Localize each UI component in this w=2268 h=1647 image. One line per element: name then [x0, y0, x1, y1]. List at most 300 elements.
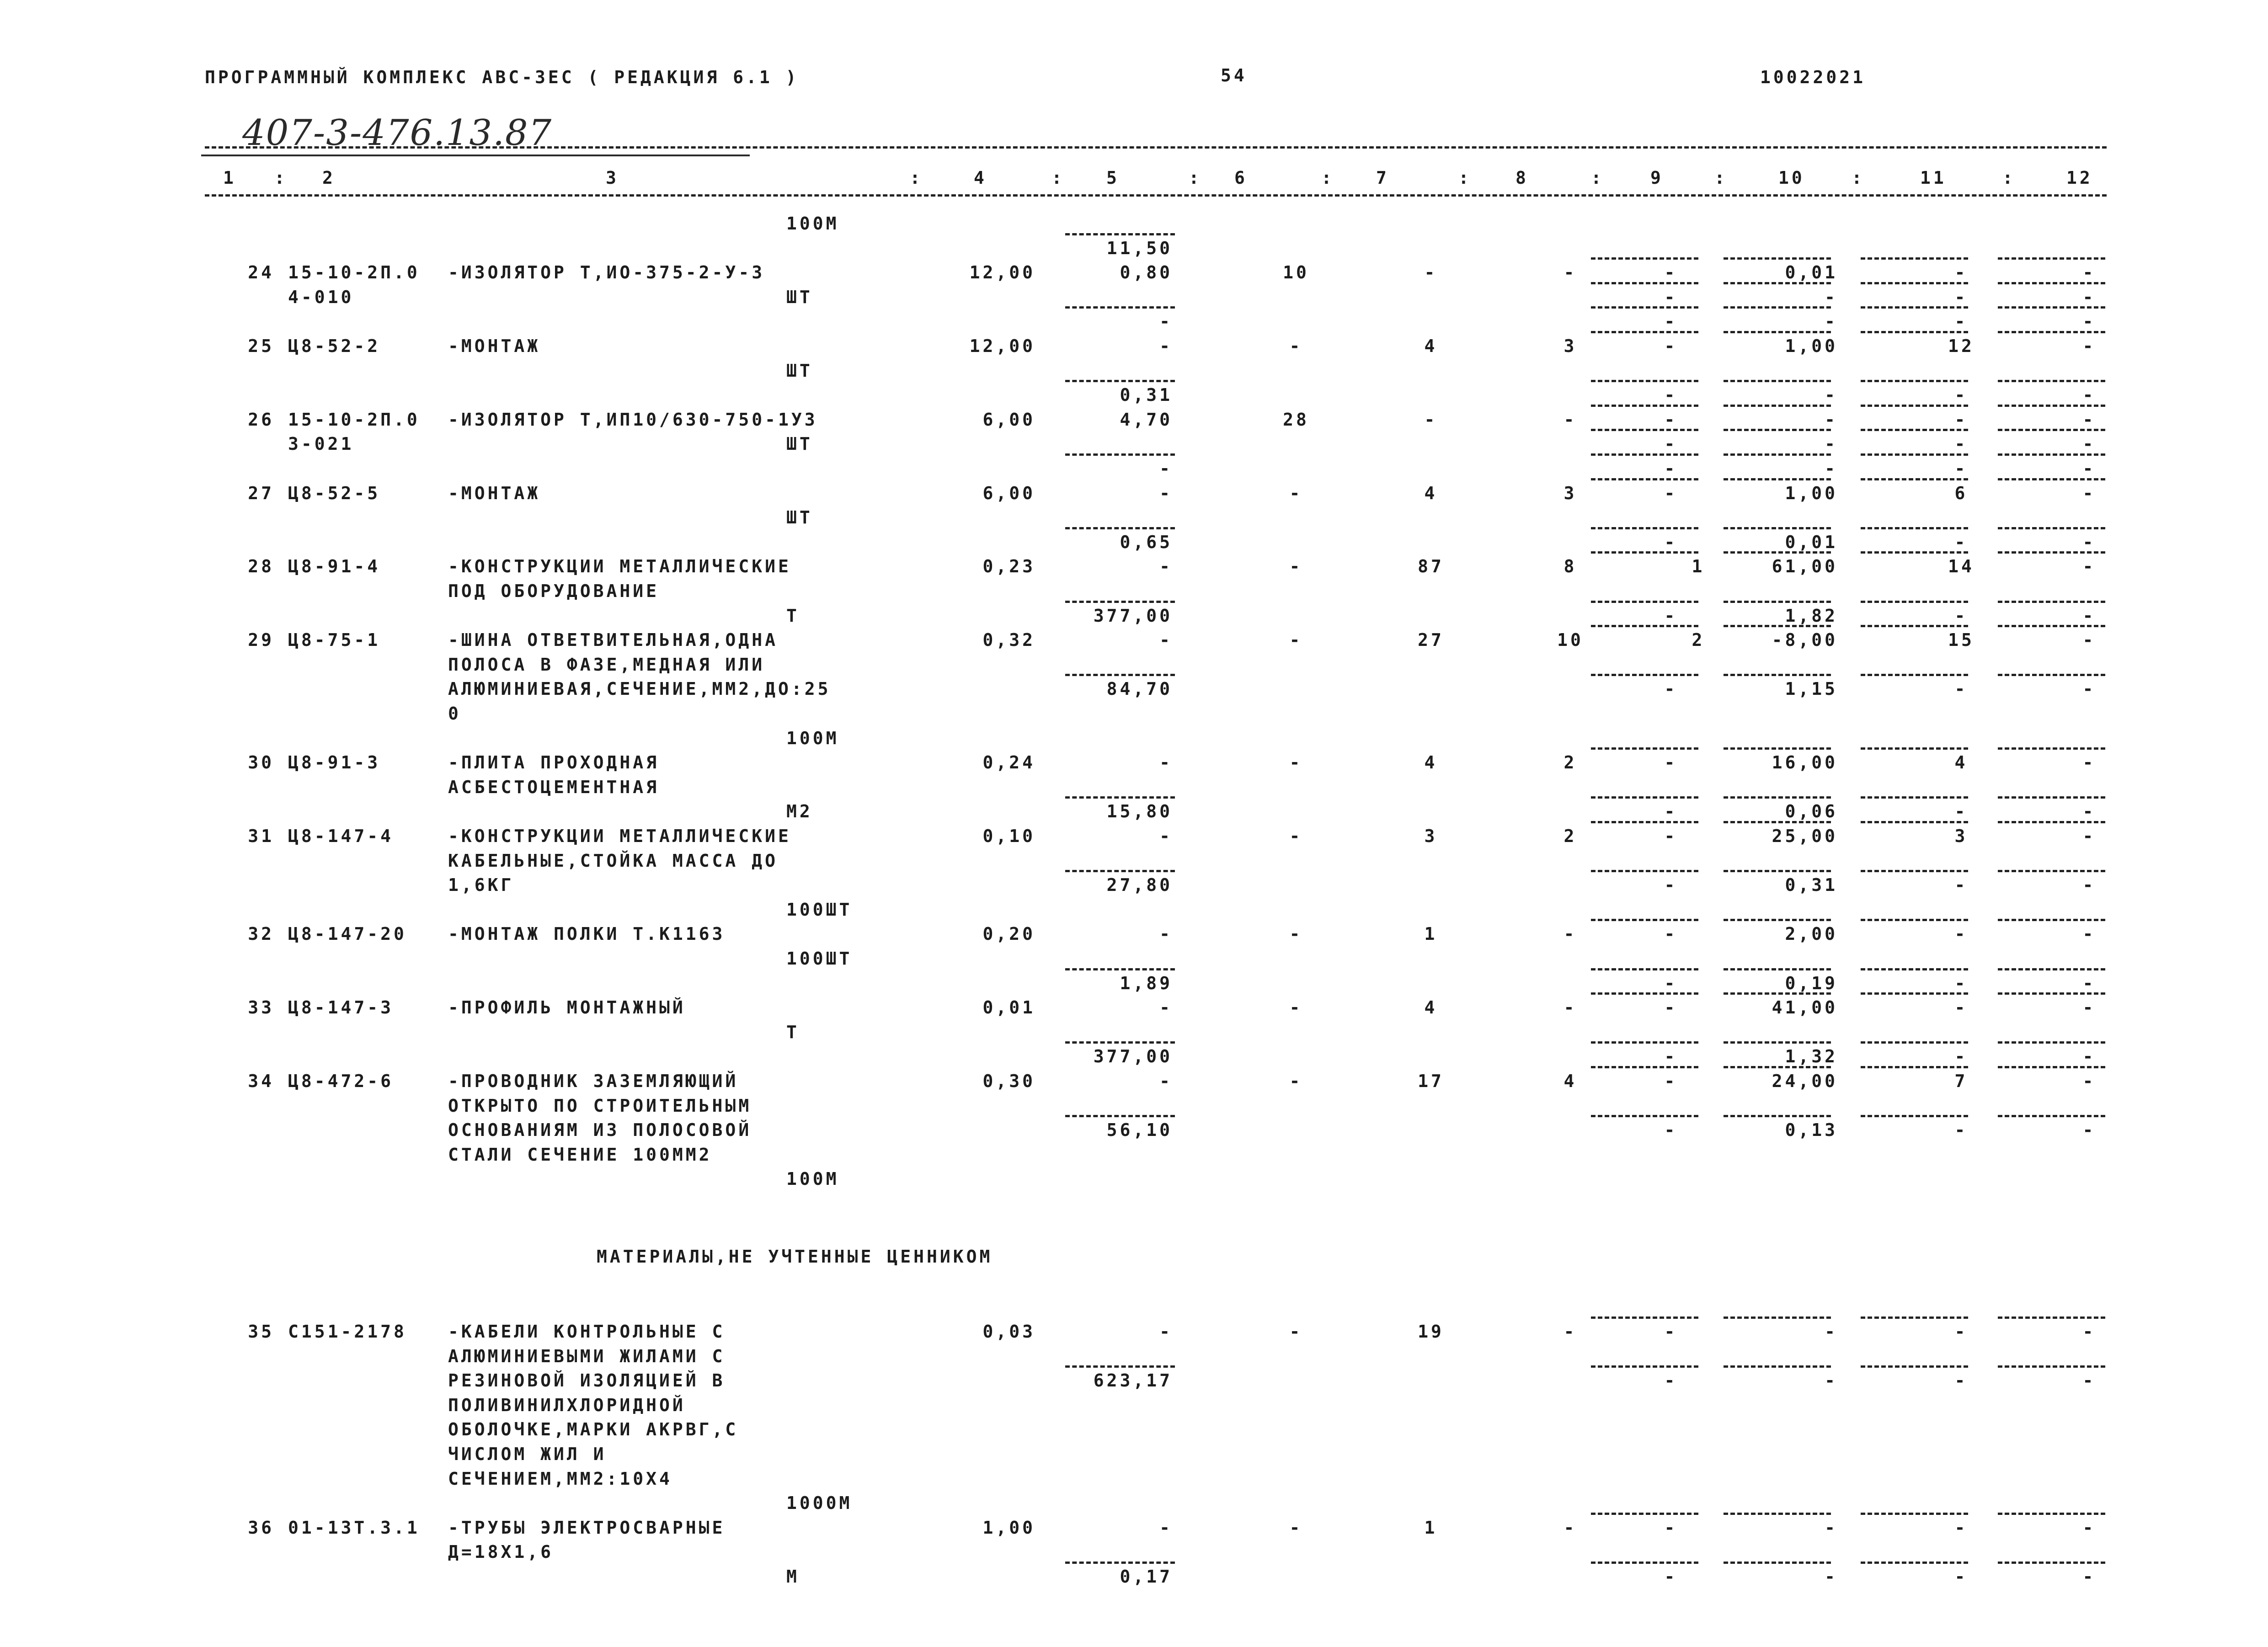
cell-separator	[1861, 429, 1968, 431]
cell-separator	[1591, 1513, 1698, 1515]
rate-code: Ц8-147-20	[288, 924, 407, 944]
col11: -	[1954, 458, 1968, 479]
handwritten-underline	[201, 155, 750, 156]
col11: -	[1954, 1370, 1968, 1391]
column-separator: :	[2002, 168, 2016, 188]
col11: -	[1954, 287, 1968, 307]
rate-code: С151-2178	[288, 1322, 407, 1342]
col9-value: -	[1664, 311, 1678, 332]
cell-separator	[1861, 1562, 1968, 1564]
rate-code: 15-10-2П.0	[288, 262, 420, 283]
col12: -	[2082, 630, 2096, 650]
col10: 2,00	[1785, 924, 1838, 944]
cell-separator	[1861, 1041, 1968, 1044]
work-name: 1,6КГ	[448, 875, 514, 895]
cell-separator	[1591, 625, 1698, 627]
col12: -	[2082, 385, 2096, 405]
col9-value: -	[1664, 385, 1678, 405]
rate-code: Ц8-91-3	[288, 752, 381, 773]
quantity: 12,00	[969, 262, 1035, 283]
quantity: 6,00	[982, 409, 1035, 430]
col12: -	[2082, 801, 2096, 822]
col10: -	[1825, 458, 1838, 479]
quantity: 12,00	[969, 336, 1035, 356]
col5: -	[1159, 826, 1173, 846]
cell-separator	[1724, 601, 1831, 603]
col7: 3	[1424, 826, 1438, 846]
cell-separator	[1724, 429, 1831, 431]
col9-value: -	[1664, 826, 1678, 846]
cell-separator	[1065, 870, 1175, 872]
unit: 1000М	[786, 1493, 853, 1514]
col8: 3	[1564, 483, 1577, 503]
work-name: ОТКРЫТО ПО СТРОИТЕЛЬНЫМ	[448, 1095, 752, 1116]
col12: -	[2082, 826, 2096, 846]
cell-separator	[1861, 257, 1968, 260]
column-header-5: 5	[1106, 168, 1120, 188]
work-name: -МОНТАЖ ПОЛКИ Т.К1163	[448, 924, 726, 944]
handwritten-project-number: 407-3-476.13.87	[242, 112, 553, 154]
col8: 2	[1564, 752, 1577, 773]
quantity: 0,03	[982, 1322, 1035, 1342]
col11: -	[1954, 262, 1968, 283]
cell-separator	[1861, 821, 1968, 823]
col12: -	[2082, 924, 2096, 944]
quantity: 0,20	[982, 924, 1035, 944]
cell-separator	[1998, 527, 2105, 529]
cell-separator	[1724, 1115, 1831, 1117]
col10: 61,00	[1772, 556, 1838, 577]
cell-separator	[1724, 1562, 1831, 1564]
col8: 2	[1564, 826, 1577, 846]
cell-separator	[1591, 1562, 1698, 1564]
work-name: КАБЕЛЬНЫЕ,СТОЙКА МАССА ДО	[448, 850, 778, 871]
col9-value: -	[1664, 262, 1678, 283]
cell-separator	[1998, 919, 2105, 921]
cell-separator	[1861, 453, 1968, 456]
col6: -	[1289, 630, 1303, 650]
col10: -	[1825, 311, 1838, 332]
quantity: 0,30	[982, 1071, 1035, 1091]
col11: -	[1954, 997, 1968, 1018]
cell-separator	[1998, 1317, 2105, 1319]
cell-separator	[1591, 429, 1698, 431]
col7: 87	[1418, 556, 1444, 577]
col6: 10	[1283, 262, 1309, 283]
col10: -	[1825, 409, 1838, 430]
col5: 0,17	[1120, 1567, 1173, 1587]
col5: -	[1159, 458, 1173, 479]
cell-separator	[1724, 1513, 1831, 1515]
work-name: -ПРОФИЛЬ МОНТАЖНЫЙ	[448, 997, 686, 1018]
work-name: 0	[448, 704, 461, 724]
cell-separator	[1861, 478, 1968, 480]
col12: -	[2082, 1322, 2096, 1342]
col12: -	[2082, 875, 2096, 895]
col11: -	[1954, 434, 1968, 454]
column-separator: :	[1591, 168, 1604, 188]
col8: 8	[1564, 556, 1577, 577]
item-number: 32	[248, 924, 274, 944]
cell-separator	[1065, 453, 1175, 456]
cell-separator	[1065, 380, 1175, 382]
column-separator: :	[910, 168, 923, 188]
col6: -	[1289, 1071, 1303, 1091]
rate-code: Ц8-472-6	[288, 1071, 394, 1091]
col12: -	[2082, 434, 2096, 454]
quantity: 0,32	[982, 630, 1035, 650]
col5: 377,00	[1093, 605, 1173, 626]
col12: -	[2082, 752, 2096, 773]
quantity: 0,10	[982, 826, 1035, 846]
col10: 1,00	[1785, 336, 1838, 356]
col5: -	[1159, 1322, 1173, 1342]
cell-separator	[1724, 453, 1831, 456]
col12: -	[2082, 532, 2096, 552]
rate-code: 4-010	[288, 287, 354, 307]
col7: 4	[1424, 483, 1438, 503]
cell-separator	[1591, 919, 1698, 921]
col10: 1,82	[1785, 605, 1838, 626]
rate-code: 01-13Т.3.1	[288, 1517, 420, 1538]
col10: 0,31	[1785, 875, 1838, 895]
rate-code: Ц8-52-5	[288, 483, 381, 503]
cell-separator	[1065, 674, 1175, 676]
col5: -	[1159, 483, 1173, 503]
cell-separator	[1591, 1041, 1698, 1044]
cell-separator	[1998, 968, 2105, 970]
col5: -	[1159, 311, 1173, 332]
cell-separator	[1065, 1562, 1175, 1564]
cell-separator	[1724, 527, 1831, 529]
quantity: 6,00	[982, 483, 1035, 503]
col12: -	[2082, 997, 2096, 1018]
cell-separator	[1861, 870, 1968, 872]
cell-separator	[1591, 282, 1698, 284]
cell-separator	[1998, 601, 2105, 603]
col11: -	[1954, 1046, 1968, 1067]
cell-separator	[1591, 405, 1698, 407]
cell-separator	[1724, 405, 1831, 407]
cell-separator	[1591, 1066, 1698, 1068]
col9: 1	[1692, 556, 1705, 577]
col10: -	[1825, 1567, 1838, 1587]
cell-separator	[1591, 478, 1698, 480]
column-header-rule	[205, 194, 2107, 197]
cell-separator	[1724, 674, 1831, 676]
col9-value: -	[1664, 532, 1678, 552]
cell-separator	[1861, 527, 1968, 529]
column-header-6: 6	[1234, 168, 1248, 188]
col9-value: -	[1664, 1567, 1678, 1587]
col12: -	[2082, 1120, 2096, 1141]
cell-separator	[1591, 601, 1698, 603]
col12: -	[2082, 483, 2096, 503]
item-number: 27	[248, 483, 274, 503]
item-number: 35	[248, 1322, 274, 1342]
col5: -	[1159, 1517, 1173, 1538]
work-name: -ШИНА ОТВЕТВИТЕЛЬНАЯ,ОДНА	[448, 630, 778, 650]
unit: 100М	[786, 1169, 839, 1189]
column-separator: :	[1321, 168, 1334, 188]
work-name: -ИЗОЛЯТОР Т,ИП10/630-750-1У3	[448, 409, 818, 430]
col9-value: -	[1664, 1322, 1678, 1342]
work-name: -МОНТАЖ	[448, 336, 541, 356]
item-number: 26	[248, 409, 274, 430]
unit: 100ШТ	[786, 949, 853, 969]
col10: 1,00	[1785, 483, 1838, 503]
work-name: Д=18Х1,6	[448, 1542, 554, 1562]
cell-separator	[1591, 870, 1698, 872]
item-number: 30	[248, 752, 274, 773]
col7: 1	[1424, 924, 1438, 944]
cell-separator	[1861, 992, 1968, 995]
col6: -	[1289, 924, 1303, 944]
col10: -	[1825, 1322, 1838, 1342]
col5: 0,65	[1120, 532, 1173, 552]
cell-separator	[1065, 1115, 1175, 1117]
work-name: -ПРОВОДНИК ЗАЗЕМЛЯЮЩИЙ	[448, 1071, 739, 1091]
unit: ШТ	[786, 360, 813, 381]
col9-value: -	[1664, 973, 1678, 993]
col5: -	[1159, 924, 1173, 944]
work-name: -КОНСТРУКЦИИ МЕТАЛЛИЧЕСКИЕ	[448, 826, 791, 846]
cell-separator	[1861, 331, 1968, 333]
col5: 4,70	[1120, 409, 1173, 430]
page-number: 54	[1221, 65, 1247, 85]
col6: -	[1289, 1322, 1303, 1342]
col9-value: -	[1664, 336, 1678, 356]
col5: 1,89	[1120, 973, 1173, 993]
rate-code: Ц8-147-3	[288, 997, 394, 1018]
column-separator: :	[1714, 168, 1728, 188]
column-header-12: 12	[2066, 168, 2093, 188]
col9-value: -	[1664, 1120, 1678, 1141]
cell-separator	[1861, 282, 1968, 284]
work-name: ЧИСЛОМ ЖИЛ И	[448, 1444, 607, 1464]
item-number: 31	[248, 826, 274, 846]
cell-separator	[1591, 1115, 1698, 1117]
cell-separator	[1861, 1066, 1968, 1068]
cell-separator	[1724, 1041, 1831, 1044]
col12: -	[2082, 262, 2096, 283]
col10: 16,00	[1772, 752, 1838, 773]
work-name: -ТРУБЫ ЭЛЕКТРОСВАРНЫЕ	[448, 1517, 726, 1538]
col11: 6	[1954, 483, 1968, 503]
col10: 0,06	[1785, 801, 1838, 822]
cell-separator	[1591, 527, 1698, 529]
cell-separator	[1065, 968, 1175, 970]
work-name: СЕЧЕНИЕМ,ММ2:10Х4	[448, 1468, 672, 1489]
col11: 7	[1954, 1071, 1968, 1091]
col11: -	[1954, 409, 1968, 430]
col10: -	[1825, 1517, 1838, 1538]
cell-separator	[1861, 380, 1968, 382]
col11: 14	[1948, 556, 1974, 577]
col10: 25,00	[1772, 826, 1838, 846]
column-separator: :	[1189, 168, 1202, 188]
col9-value: -	[1664, 434, 1678, 454]
col6: -	[1289, 556, 1303, 577]
col8: -	[1564, 262, 1577, 283]
col12: -	[2082, 311, 2096, 332]
work-name: АЛЮМИНИЕВЫМИ ЖИЛАМИ С	[448, 1346, 726, 1366]
column-header-2: 2	[322, 168, 336, 188]
rate-code: Ц8-91-4	[288, 556, 381, 577]
work-name: ПОД ОБОРУДОВАНИЕ	[448, 581, 660, 601]
col12: -	[2082, 679, 2096, 699]
col11: -	[1954, 605, 1968, 626]
col7: -	[1424, 262, 1438, 283]
unit: Т	[786, 1022, 800, 1042]
unit: М2	[786, 801, 813, 822]
col9-value: -	[1664, 924, 1678, 944]
work-name: АСБЕСТОЦЕМЕНТНАЯ	[448, 777, 660, 797]
rate-code: Ц8-75-1	[288, 630, 381, 650]
cell-separator	[1861, 1317, 1968, 1319]
col9-value: -	[1664, 875, 1678, 895]
work-name: РЕЗИНОВОЙ ИЗОЛЯЦИЕЙ В	[448, 1370, 726, 1391]
col8: 3	[1564, 336, 1577, 356]
cell-separator	[1591, 821, 1698, 823]
column-separator: :	[1051, 168, 1065, 188]
col10: -	[1825, 385, 1838, 405]
cell-separator	[1861, 551, 1968, 554]
col10: 41,00	[1772, 997, 1838, 1018]
rate-code: Ц8-147-4	[288, 826, 394, 846]
cell-separator	[1065, 233, 1175, 235]
cell-separator	[1998, 257, 2105, 260]
col10: 0,13	[1785, 1120, 1838, 1141]
col12: -	[2082, 409, 2096, 430]
cell-separator	[1724, 870, 1831, 872]
col6: 28	[1283, 409, 1309, 430]
col12: -	[2082, 458, 2096, 479]
cell-separator	[1861, 1115, 1968, 1117]
cell-separator	[1998, 870, 2105, 872]
cell-separator	[1861, 1365, 1968, 1368]
table-top-rule	[205, 146, 2107, 149]
unit: ШТ	[786, 507, 813, 528]
cell-separator	[1861, 919, 1968, 921]
col9-value: -	[1664, 679, 1678, 699]
col7: 17	[1418, 1071, 1444, 1091]
col7: 4	[1424, 997, 1438, 1018]
item-number: 28	[248, 556, 274, 577]
col11: 12	[1948, 336, 1974, 356]
col6: -	[1289, 336, 1303, 356]
col7: 19	[1418, 1322, 1444, 1342]
col9-value: -	[1664, 1517, 1678, 1538]
col7: 1	[1424, 1517, 1438, 1538]
cell-separator	[1724, 919, 1831, 921]
col12: -	[2082, 1517, 2096, 1538]
col8: -	[1564, 997, 1577, 1018]
work-name: ОСНОВАНИЯМ ИЗ ПОЛОСОВОЙ	[448, 1120, 752, 1141]
unit: Т	[786, 605, 800, 626]
col10: 24,00	[1772, 1071, 1838, 1091]
cell-separator	[1861, 625, 1968, 627]
cell-separator	[1861, 601, 1968, 603]
work-name: ОБОЛОЧКЕ,МАРКИ АКРВГ,С	[448, 1419, 739, 1440]
program-title: ПРОГРАММНЫЙ КОМПЛЕКС АВС-3ЕС ( РЕДАКЦИЯ 6.1 )	[205, 67, 799, 87]
work-name: АЛЮМИНИЕВАЯ,СЕЧЕНИЕ,ММ2,ДО:25	[448, 679, 831, 699]
work-name: -ИЗОЛЯТОР Т,ИО-375-2-У-3	[448, 262, 765, 283]
col10: 0,01	[1785, 532, 1838, 552]
cell-separator	[1861, 405, 1968, 407]
quantity: 0,23	[982, 556, 1035, 577]
col11: -	[1954, 973, 1968, 993]
col6: -	[1289, 997, 1303, 1018]
cell-separator	[1998, 1115, 2105, 1117]
col9-value: -	[1664, 1370, 1678, 1391]
col8: -	[1564, 924, 1577, 944]
col11: -	[1954, 1517, 1968, 1538]
cell-separator	[1724, 747, 1831, 750]
col6: -	[1289, 752, 1303, 773]
col5: 0,31	[1120, 385, 1173, 405]
cell-separator	[1724, 796, 1831, 799]
work-name: -КОНСТРУКЦИИ МЕТАЛЛИЧЕСКИЕ	[448, 556, 791, 577]
col10: 0,01	[1785, 262, 1838, 283]
cell-separator	[1861, 1513, 1968, 1515]
cell-separator	[1998, 380, 2105, 382]
col5: 0,80	[1120, 262, 1173, 283]
column-separator: :	[274, 168, 288, 188]
col12: -	[2082, 556, 2096, 577]
col8: 4	[1564, 1071, 1577, 1091]
col10: -	[1825, 1370, 1838, 1391]
cell-separator	[1998, 1562, 2105, 1564]
cell-separator	[1998, 674, 2105, 676]
cell-separator	[1724, 380, 1831, 382]
item-number: 25	[248, 336, 274, 356]
col9-value: -	[1664, 483, 1678, 503]
col12: -	[2082, 336, 2096, 356]
col9-value: -	[1664, 752, 1678, 773]
cell-separator	[1861, 968, 1968, 970]
cell-separator	[1591, 551, 1698, 554]
col11: -	[1954, 385, 1968, 405]
quantity: 1,00	[982, 1517, 1035, 1538]
cell-separator	[1591, 747, 1698, 750]
col12: -	[2082, 1567, 2096, 1587]
column-separator: :	[1458, 168, 1472, 188]
col5: 11,50	[1106, 238, 1173, 258]
cell-separator	[1591, 1317, 1698, 1319]
col9-value: -	[1664, 801, 1678, 822]
cell-separator	[1724, 257, 1831, 260]
col11: -	[1954, 1567, 1968, 1587]
work-name: -КАБЕЛИ КОНТРОЛЬНЫЕ С	[448, 1322, 726, 1342]
column-header-1: 1	[223, 168, 236, 188]
col11: -	[1954, 924, 1968, 944]
col12: -	[2082, 605, 2096, 626]
col5: 56,10	[1106, 1120, 1173, 1141]
cell-separator	[1861, 674, 1968, 676]
section-title: МАТЕРИАЛЫ,НЕ УЧТЕННЫЕ ЦЕННИКОМ	[597, 1247, 993, 1267]
col11: 3	[1954, 826, 1968, 846]
col8: -	[1564, 1517, 1577, 1538]
work-name: -ПЛИТА ПРОХОДНАЯ	[448, 752, 660, 773]
column-separator: :	[1852, 168, 1865, 188]
col5: -	[1159, 630, 1173, 650]
rate-code: 15-10-2П.0	[288, 409, 420, 430]
unit: 100М	[786, 728, 839, 748]
cell-separator	[1998, 796, 2105, 799]
column-header-4: 4	[974, 168, 987, 188]
work-name: -МОНТАЖ	[448, 483, 541, 503]
